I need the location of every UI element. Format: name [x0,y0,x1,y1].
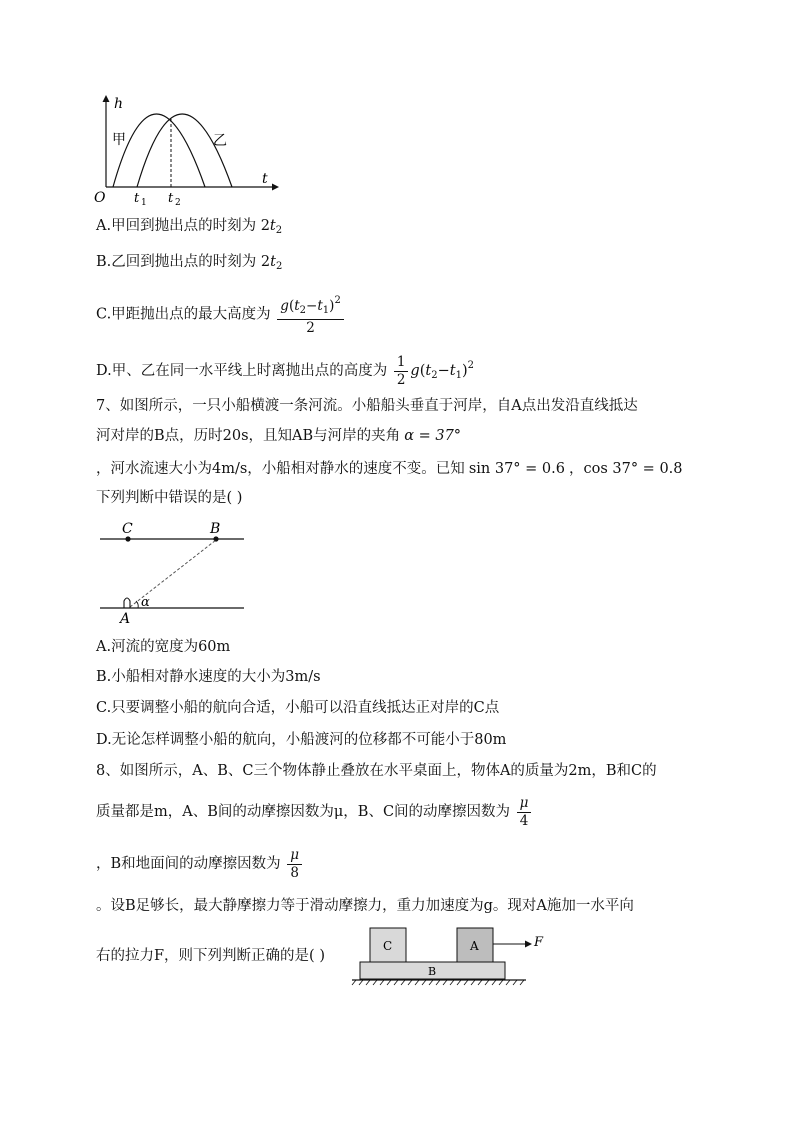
q7-option-a[interactable]: A.河流的宽度为60m [96,639,231,655]
q6-option-d-fraction: $\frac{1}{2}$ [394,354,409,389]
q6-option-c-text: C.甲距抛出点的最大高度为 [96,306,271,323]
q8-line-5: 右的拉力F，则下列判断正确的是( ) [96,948,325,964]
river-diagram [96,518,256,626]
parabola-jia [113,114,205,187]
q7-cos: cos 37° = 0.8 [583,461,683,477]
q6-option-c[interactable] [96,292,346,337]
t2-subscript: 2 [175,198,181,208]
q6-option-a-text: A.甲回到抛出点的时刻为 2 [96,218,270,234]
q8-fraction-2: $\frac{\mu}{8}$ [287,847,302,882]
label-block-a: A [470,939,479,953]
q8-fraction-1: $\frac{\mu}{4}$ [517,795,532,830]
q6-option-c-numerator: $g(t_2-t_1)^2$ [277,292,344,320]
label-a: A [120,611,131,626]
q6-option-a-var: t [269,218,276,234]
label-alpha: α [141,595,150,610]
q8-line-4: 。设B足够长，最大静摩擦力等于滑动摩擦力，重力加速度为g。现对A施加一水平向 [96,898,634,914]
q6-option-b-var: t [270,254,276,270]
label-c: C [122,521,133,537]
q8-line-2: 质量都是m，A、B间的动摩擦因数为μ，B、C间的动摩擦因数为 $\frac{\mu}{4}$ [96,792,533,832]
origin-label: O [94,190,106,206]
q7-line-3: ，河水流速大小为4m/s，小船相对静水的速度不变。已知 sin 37° = 0.6 ，cos 37° = 0.8 [96,461,683,477]
force-f-arrowhead [525,941,532,948]
q7-line-4: 下列判断中错误的是( ) [96,490,243,506]
q8-line-3: ，B和地面间的动摩擦因数为 $\frac{\mu}{8}$ [96,846,304,882]
q7-angle: α = 37° [404,428,462,444]
q7-option-c[interactable]: C.只要调整小船的航向合适，小船可以沿直线抵达正对岸的C点 [96,700,500,716]
q7-line-2: 河对岸的B点，历时20s，且知AB与河岸的夹角 α = 37° [96,428,462,444]
t1-subscript: 1 [141,198,147,208]
label-force-f: F [534,935,544,950]
label-block-b: B [428,965,437,978]
parabola-yi [137,114,232,187]
angle-arc [136,601,138,608]
q7-sin: sin 37° = 0.6 [468,461,565,477]
q8-line-1: 8、如图所示，A、B、C三个物体静止叠放在水平桌面上，物体A的质量为2m，B和C的 [96,763,657,779]
q6-option-a[interactable] [96,216,282,241]
q6-option-b-sub: 2 [275,261,283,272]
q7-option-b[interactable]: B.小船相对静水速度的大小为3m/s [96,669,321,685]
t2-label: t [168,191,174,206]
q7-option-d[interactable]: D.无论怎样调整小船的航向，小船渡河的位移都不可能小于80m [96,732,507,748]
label-block-c: C [383,939,393,953]
q6-option-c-denominator: 2 [306,320,315,336]
q6-option-c-fraction [277,292,344,337]
h-axis-arrow [103,95,110,102]
yi-label: 乙 [213,133,227,149]
boat-icon [124,598,130,608]
jia-label: 甲 [112,132,126,148]
q6-option-a-sub: 2 [275,225,283,236]
ground-hatching [352,980,524,985]
t-axis-arrow [272,184,279,191]
q6-option-b[interactable] [96,252,282,277]
h-axis-label: h [114,96,124,112]
q7-line-1: 7、如图所示，一只小船横渡一条河流。小船船头垂直于河岸，自A点出发沿直线抵达 [96,398,638,414]
t-axis-label: t [262,171,268,187]
height-time-graph [92,92,282,210]
blocks-diagram [350,922,550,992]
q6-option-d-text: D.甲、乙在同一水平线上时离抛出点的高度为 [96,363,388,379]
label-b: B [210,521,221,537]
q6-option-d[interactable]: D.甲、乙在同一水平线上时离抛出点的高度为 $\frac{1}{2}$ $g(t_2-t_1)^2$ [96,353,474,388]
point-c [125,536,130,541]
q6-option-b-text: B.乙回到抛出点的时刻为 2 [96,254,271,270]
t1-label: t [134,191,140,206]
